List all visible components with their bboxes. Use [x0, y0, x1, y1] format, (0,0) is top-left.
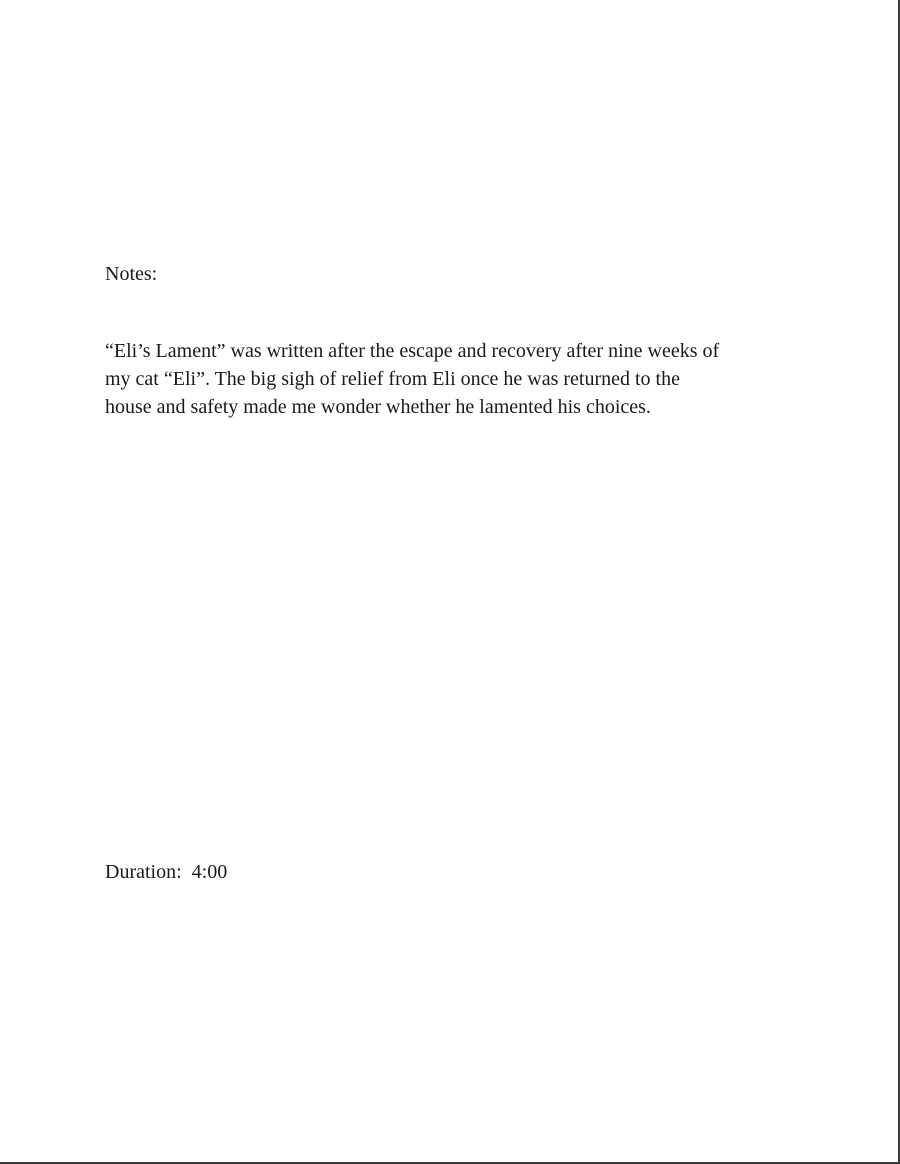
notes-line: my cat “Eli”. The big sigh of relief from Eli once he was returned to the	[105, 368, 680, 390]
notes-line: house and safety made me wonder whether he lamented his choices.	[105, 396, 651, 418]
duration-text: Duration: 4:00	[105, 861, 228, 883]
notes-line: “Eli’s Lament” was written after the escape and recovery after nine weeks of	[105, 340, 720, 362]
notes-paragraph	[105, 337, 795, 421]
notes-heading: Notes:	[105, 263, 158, 285]
